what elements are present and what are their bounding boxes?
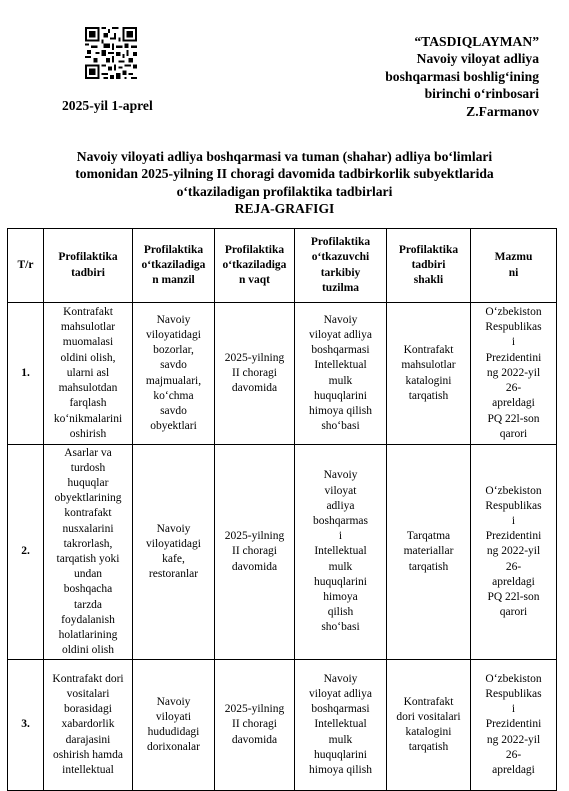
- time-cell: 2025-yilning II choragi davomida: [215, 445, 295, 660]
- row-number: 2.: [8, 445, 44, 660]
- time-cell: 2025-yilning II choragi davomida: [215, 660, 295, 791]
- approval-line: boshqarmasi boshlig‘ining: [385, 68, 539, 84]
- title-line: o‘tkaziladigan profilaktika tadbirlari: [176, 183, 393, 199]
- document-date: 2025-yil 1-aprel: [62, 98, 153, 113]
- event-cell: Kontrafakt dori vositalari borasidagi xabardorlik darajasini oshirish hamda intellektual: [44, 660, 133, 791]
- title-line: Navoiy viloyati adliya boshqarmasi va tuman (shahar) adliya bo‘limlari: [76, 149, 493, 164]
- header-unit: Profilaktika o‘tkazuvchi tarkibiy tuzilma: [295, 229, 387, 303]
- basis-cell: O‘zbekiston Respublikas i Prezidentini ng 2022-yil 26- apreldagi PQ 22l-son qarori: [471, 303, 557, 445]
- form-cell: Tarqatma materiallar tarqatish: [387, 445, 471, 660]
- qr-code-icon: [85, 27, 137, 79]
- unit-cell: Navoiy viloyat adliya boshqarmas i Intellektual mulk huquqlarini himoya qilish sho‘basi: [295, 445, 387, 660]
- unit-cell: Navoiy viloyat adliya boshqarmasi Intellektual mulk huquqlarini himoya qilish sho‘basi: [295, 303, 387, 445]
- approval-line: birinchi o‘rinbosari: [424, 86, 539, 102]
- header-basis: Mazmu ni: [471, 229, 557, 303]
- plan-table: [7, 228, 557, 791]
- table-row: [8, 303, 557, 445]
- place-cell: Navoiy viloyatidagi bozorlar, savdo majmualari, ko‘chma savdo obyektlari: [133, 303, 215, 445]
- title-line: tomonidan 2025-yilning II choragi davomida tadbirkorlik subyektlarida: [75, 166, 494, 182]
- approver-name: Z.Farmanov: [466, 103, 539, 119]
- row-number: 1.: [8, 303, 44, 445]
- place-cell: Navoiy viloyati hududidagi dorixonalar: [133, 660, 215, 791]
- header-event: Profilaktika tadbiri: [44, 229, 133, 303]
- form-cell: Kontrafakt dori vositalari katalogini tarqatish: [387, 660, 471, 791]
- approval-line: Navoiy viloyat adliya: [416, 51, 539, 67]
- document-title: [20, 148, 549, 218]
- table-header-row: [8, 229, 557, 303]
- approval-heading: “TASDIQLAYMAN”: [414, 34, 539, 49]
- table-row: [8, 660, 557, 791]
- approval-block: [319, 33, 539, 120]
- row-number: 3.: [8, 660, 44, 791]
- event-cell: Asarlar va turdosh huquqlar obyektlarining kontrafakt nusxalarini takrorlash, tarqatish yoki undan boshqacha tarzda foydalanish holatlarining oldini olish: [44, 445, 133, 660]
- basis-cell: O‘zbekiston Respublikas i Prezidentini ng 2022-yil 26- apreldagi PQ 22l-son qarori: [471, 445, 557, 660]
- header-time: Profilaktika o‘tkaziladiga n vaqt: [215, 229, 295, 303]
- header-number: T/r: [8, 229, 44, 303]
- basis-cell: O‘zbekiston Respublikas i Prezidentini ng 2022-yil 26- apreldagi: [471, 660, 557, 791]
- event-cell: Kontrafakt mahsulotlar muomalasi oldini olish, ularni asl mahsulotdan farqlash ko‘nikmalarini oshirish: [44, 303, 133, 445]
- header-form: Profilaktika tadbiri shakli: [387, 229, 471, 303]
- header-place: Profilaktika o‘tkaziladiga n manzil: [133, 229, 215, 303]
- time-cell: 2025-yilning II choragi davomida: [215, 303, 295, 445]
- unit-cell: Navoiy viloyat adliya boshqarmasi Intellektual mulk huquqlarini himoya qilish: [295, 660, 387, 791]
- place-cell: Navoiy viloyatidagi kafe, restoranlar: [133, 445, 215, 660]
- table-row: [8, 445, 557, 660]
- title-heading: REJA-GRAFIGI: [234, 201, 335, 217]
- form-cell: Kontrafakt mahsulotlar katalogini tarqatish: [387, 303, 471, 445]
